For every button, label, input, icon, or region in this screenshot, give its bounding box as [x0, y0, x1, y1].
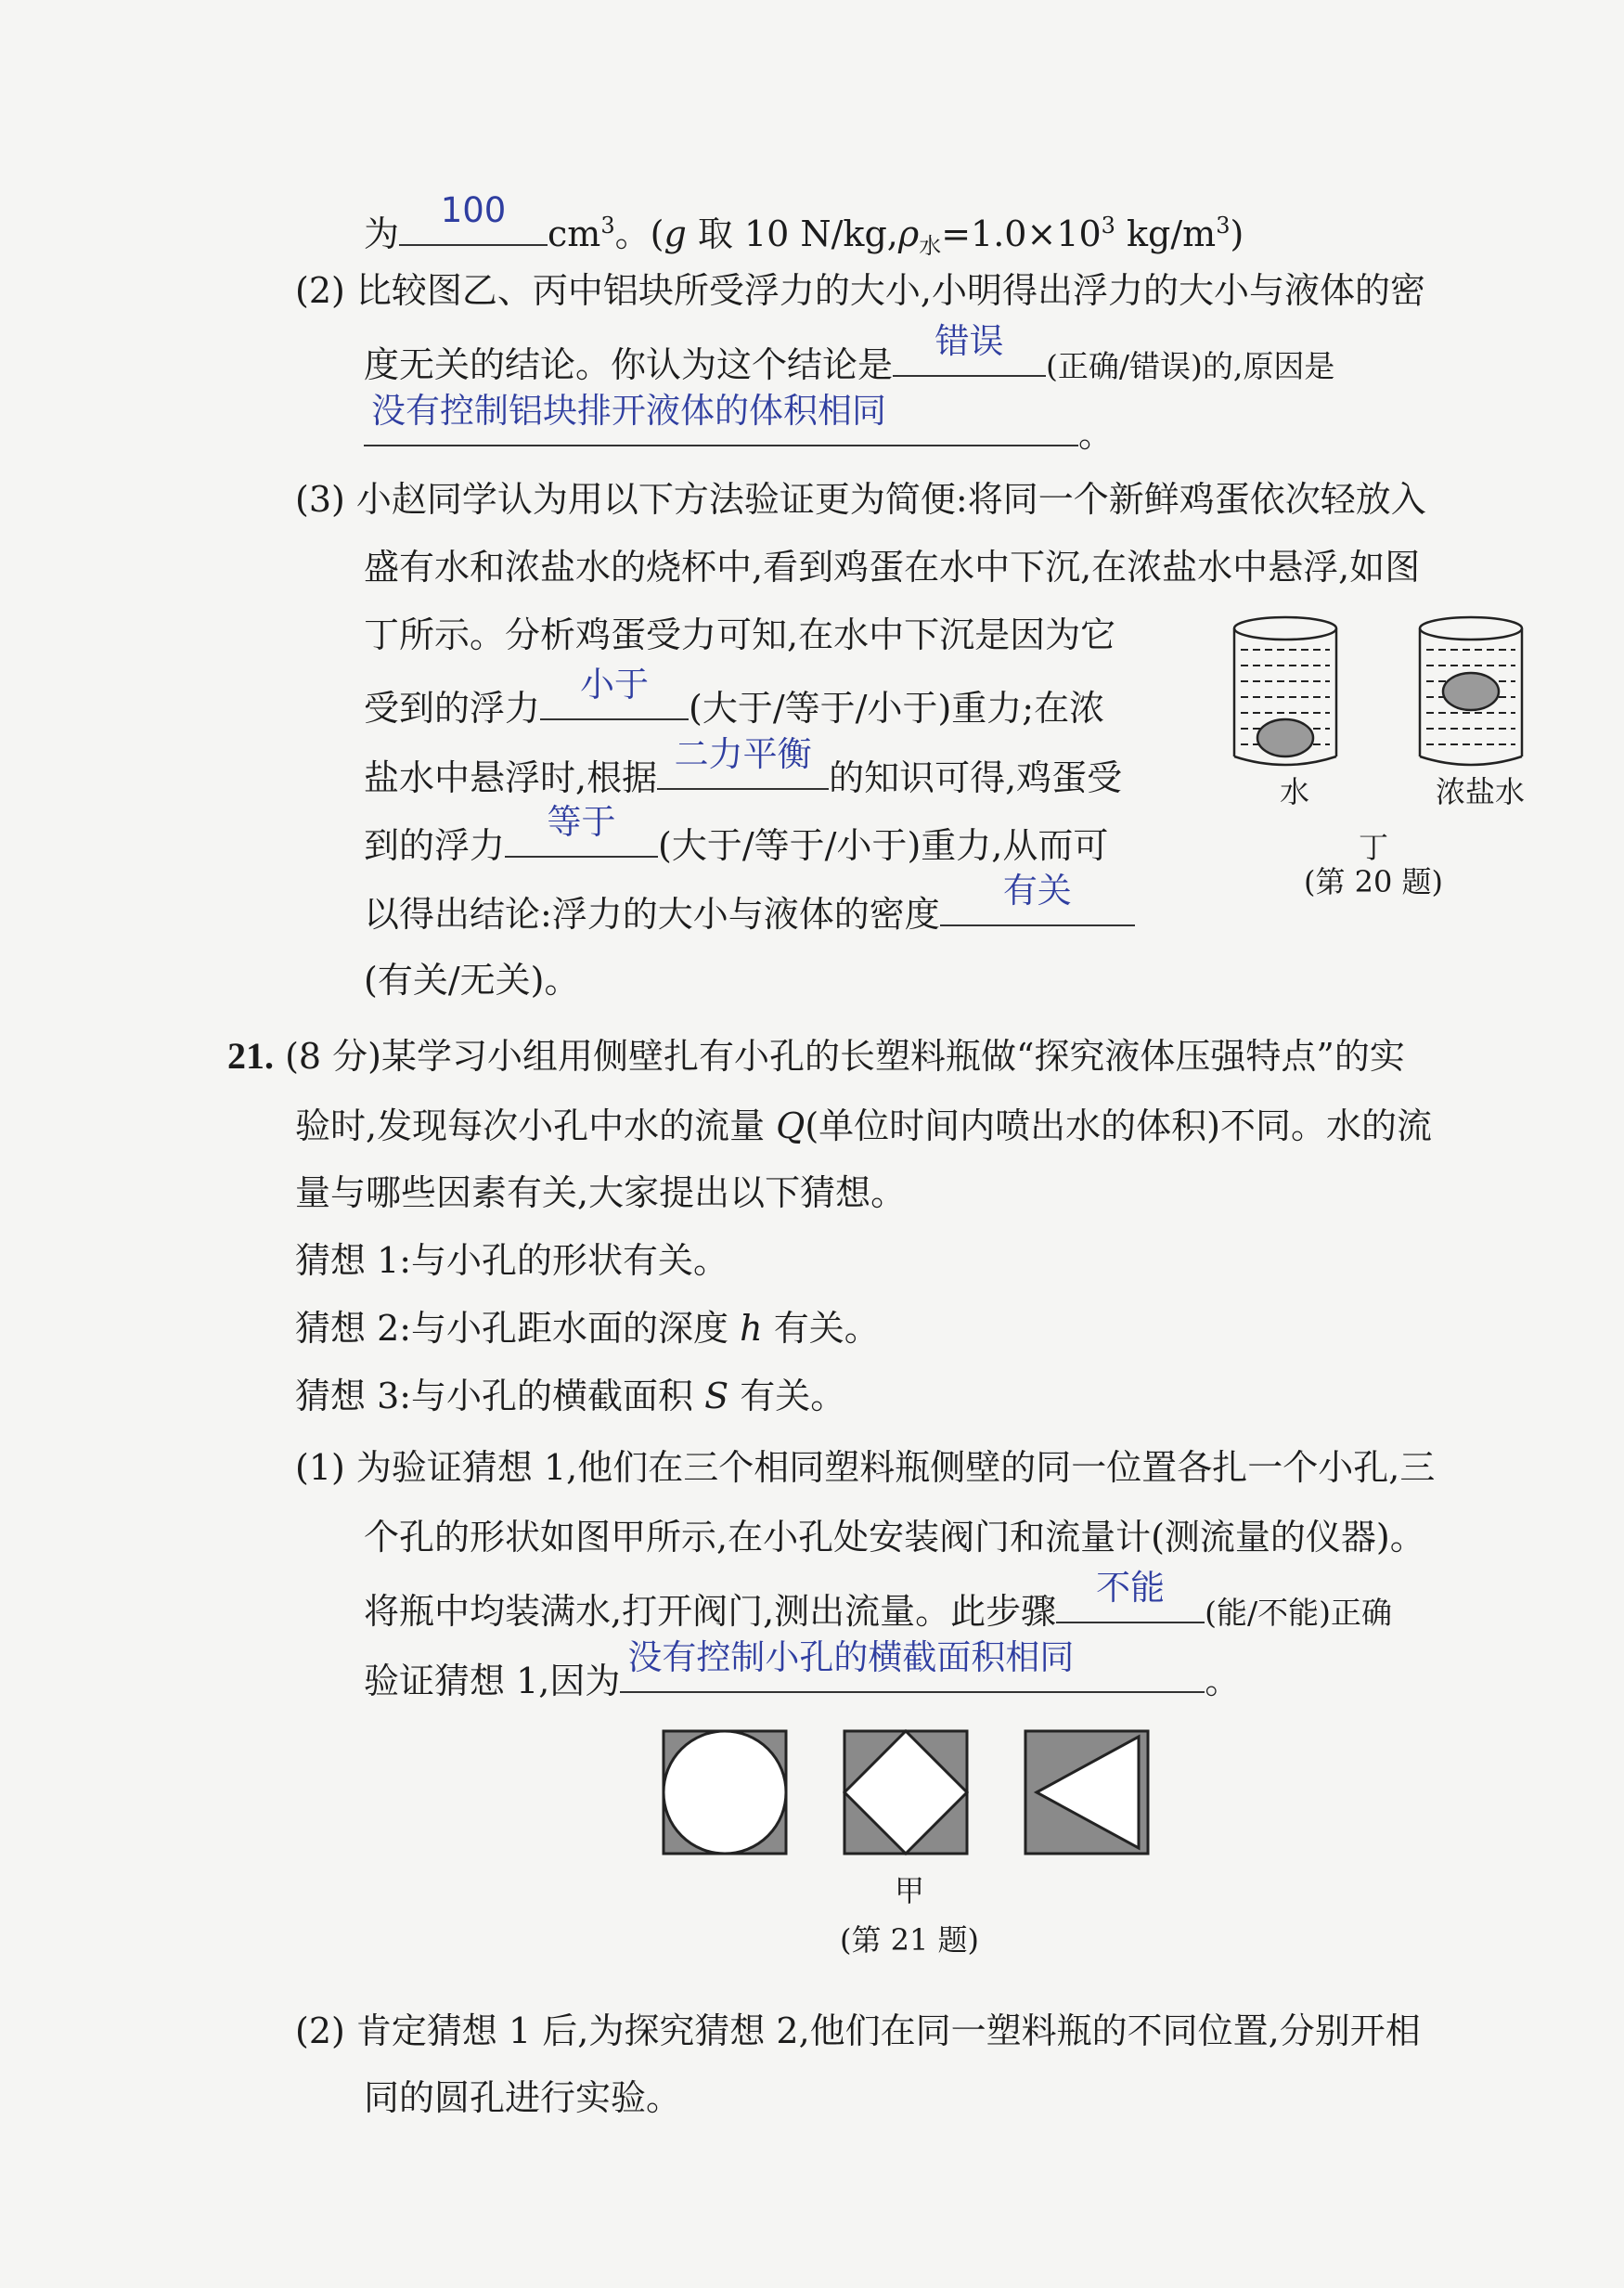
handwritten-answer: 100	[440, 190, 507, 230]
answer-blank-conclusion	[893, 321, 1046, 377]
egg-sunk	[1257, 719, 1313, 756]
egg-suspended	[1443, 673, 1499, 710]
q21-line2	[295, 1100, 1432, 1152]
question-number: 21.	[227, 1035, 274, 1077]
q20-part3-line5	[364, 734, 1123, 804]
q21-part2-line2: 同的圆孔进行实验。	[364, 2077, 682, 2118]
q21-part2-line1: (2) 肯定猜想 1 后,为探究猜想 2,他们在同一塑料瓶的不同位置,分别开相	[295, 2010, 1421, 2051]
figure-name-jia: 甲	[894, 1873, 924, 1908]
q20-part3-line8: (有关/无关)。	[364, 960, 580, 1001]
q21-part1-line4	[364, 1637, 1241, 1707]
figure-name-ding: 丁	[1358, 830, 1388, 865]
text: 的知识可得,鸡蛋受	[829, 757, 1123, 798]
circle-hole-shape	[664, 1731, 786, 1854]
text: 盐水中悬浮时,根据	[364, 757, 658, 798]
answer-blank-volume	[399, 190, 548, 246]
q21-guess2	[295, 1302, 880, 1354]
answer-blank-related	[940, 871, 1135, 926]
text: 度无关的结论。你认为这个结论是	[364, 344, 894, 385]
q21-guess1: 猜想 1:与小孔的形状有关。	[295, 1240, 729, 1281]
square-hole-shape	[844, 1731, 967, 1854]
label-brine: 浓盐水	[1435, 774, 1525, 809]
text: (大于/等于/小于)重力,从而可	[658, 825, 1109, 866]
figure-jia-hole-shapes	[659, 1726, 1160, 1861]
q20-part3-line4	[364, 665, 1105, 734]
superscript: 3	[1216, 213, 1231, 239]
figure-caption-21: (第 21 题)	[839, 1922, 980, 1958]
q20-part2-line1: (2) 比较图乙、丙中铝块所受浮力的大小,小明得出浮力的大小与液体的密	[295, 270, 1425, 311]
text: 将瓶中均装满水,打开阀门,测出流量。此步骤	[364, 1591, 1057, 1632]
q21-guess3	[295, 1370, 845, 1422]
triangle-hole-shape	[1025, 1731, 1148, 1854]
text: 验时,发现每次小孔中水的流量	[295, 1105, 777, 1146]
handwritten-answer: 没有控制铝块排开液体的体积相同	[371, 391, 886, 431]
text: (能/不能)正确	[1205, 1595, 1393, 1631]
symbol-h: h	[740, 1308, 763, 1349]
unit-text: cm	[548, 213, 601, 254]
figure-caption-20: (第 20 题)	[1303, 864, 1444, 899]
beaker-water	[1234, 617, 1336, 765]
text: =1.0×10	[941, 213, 1102, 254]
text: (正确/错误)的,原因是	[1046, 348, 1335, 384]
text: 猜想 2:与小孔距水面的深度	[295, 1308, 741, 1349]
text: 有关。	[728, 1376, 846, 1416]
answer-blank-float	[505, 802, 658, 858]
symbol-Q: Q	[776, 1105, 806, 1146]
answer-blank-sink	[540, 665, 689, 720]
text: (8 分)某学习小组用侧壁扎有小孔的长塑料瓶做“探究液体压强特点”的实	[285, 1036, 1405, 1077]
handwritten-answer: 没有控制小孔的横截面积相同	[627, 1637, 1075, 1677]
q20-part3-line6	[364, 802, 1109, 872]
text: )	[1230, 213, 1244, 254]
text: 有关。	[762, 1308, 880, 1349]
symbol-rho: ρ	[897, 213, 920, 254]
q20-part3-line7	[364, 871, 1135, 940]
q20-part2-line3	[364, 391, 1115, 460]
text: 。	[1078, 414, 1115, 455]
text: kg/m	[1115, 213, 1217, 254]
handwritten-answer: 不能	[1096, 1568, 1166, 1608]
text: 。	[1205, 1661, 1241, 1701]
symbol-g: g	[664, 213, 687, 254]
answer-blank-can	[1056, 1568, 1205, 1623]
text: 受到的浮力	[364, 688, 541, 729]
text: 验证猜想 1,因为	[364, 1661, 621, 1701]
handwritten-answer: 错误	[934, 321, 1004, 361]
handwritten-answer: 有关	[1002, 871, 1072, 911]
text: 为	[364, 213, 400, 254]
text: (大于/等于/小于)重力;在浓	[689, 688, 1105, 729]
answer-blank-balance	[657, 734, 829, 790]
text: 。(	[614, 213, 664, 254]
label-water: 水	[1279, 774, 1309, 809]
handwritten-answer: 等于	[547, 802, 616, 842]
q20-line1	[364, 190, 1244, 272]
symbol-S: S	[704, 1376, 729, 1416]
q20-part3-line2: 盛有水和浓盐水的烧杯中,看到鸡蛋在水中下沉,在浓盐水中悬浮,如图	[364, 547, 1421, 588]
q21-line1	[227, 1030, 1405, 1082]
q21-part1-line3	[364, 1568, 1393, 1639]
q20-part3-line1: (3) 小赵同学认为用以下方法验证更为简便:将同一个新鲜鸡蛋依次轻放入	[295, 479, 1426, 520]
text: (单位时间内喷出水的体积)不同。水的流	[805, 1105, 1432, 1146]
text: 猜想 3:与小孔的横截面积	[295, 1376, 705, 1416]
q21-line3: 量与哪些因素有关,大家提出以下猜想。	[295, 1172, 907, 1213]
subscript: 水	[919, 233, 942, 259]
text: 以得出结论:浮力的大小与液体的密度	[364, 894, 940, 935]
text: 取 10 N/kg,	[686, 213, 898, 254]
q21-part1-line1: (1) 为验证猜想 1,他们在三个相同塑料瓶侧壁的同一位置各扎一个小孔,三	[295, 1447, 1436, 1488]
figure-ding-beakers	[1230, 608, 1536, 794]
handwritten-answer: 小于	[580, 665, 650, 704]
answer-blank-reason	[364, 391, 1078, 446]
handwritten-answer: 二力平衡	[674, 734, 812, 774]
superscript: 3	[600, 213, 615, 239]
q21-part1-line2: 个孔的形状如图甲所示,在小孔处安装阀门和流量计(测流量的仪器)。	[364, 1517, 1425, 1558]
text: 到的浮力	[364, 825, 506, 866]
q20-part2-line2	[364, 321, 1335, 393]
answer-blank-because	[620, 1637, 1205, 1693]
beaker-brine	[1420, 617, 1522, 765]
superscript: 3	[1101, 213, 1115, 239]
q20-part3-line3: 丁所示。分析鸡蛋受力可知,在水中下沉是因为它	[364, 614, 1116, 655]
